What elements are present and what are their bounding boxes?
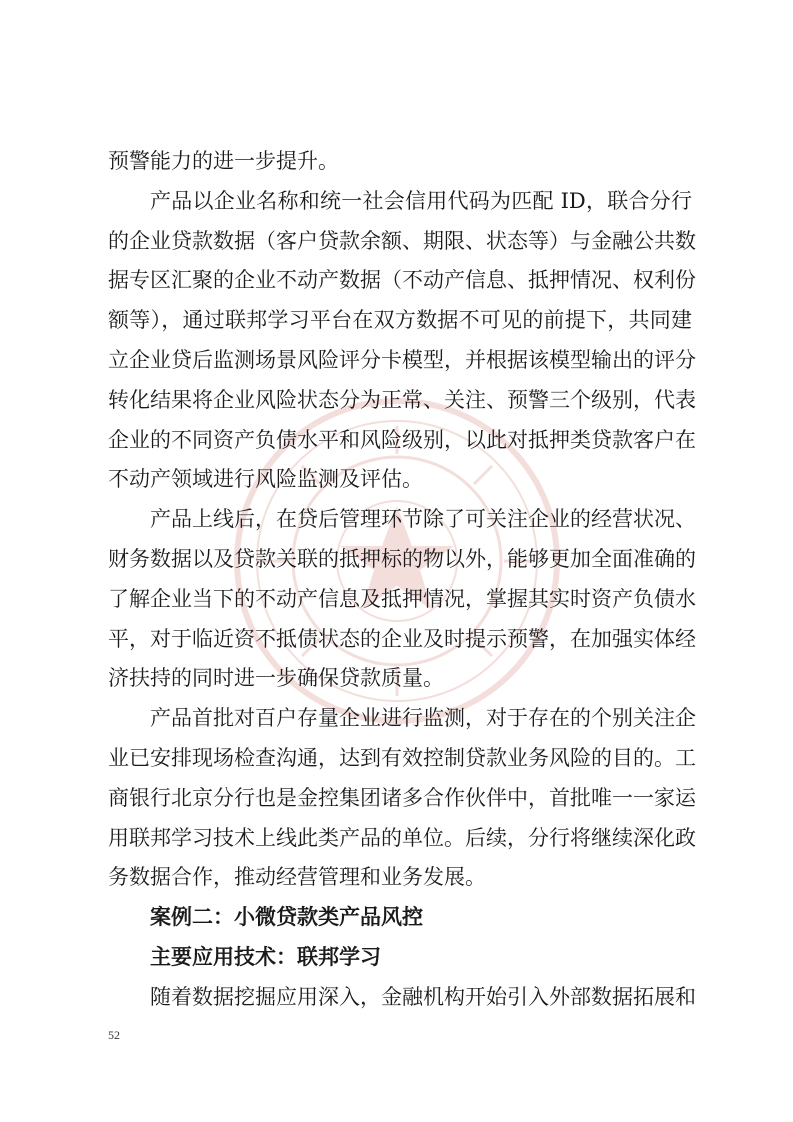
text-line: 平，对于临近资不抵债状态的企业及时提示预警，在加强实体经	[108, 626, 696, 651]
text-line: 产品首批对百户存量企业进行监测，对于存在的个别关注企	[150, 706, 696, 731]
text-line: 产品以企业名称和统一社会信用代码为匹配 ID，联合分行	[150, 188, 692, 213]
body-text	[108, 142, 696, 1018]
text-line: 产品上线后，在贷后管理环节除了可关注企业的经营状况、	[150, 507, 696, 532]
page-number: 52	[108, 1028, 120, 1042]
paragraph-3	[108, 500, 696, 699]
paragraph-2	[108, 182, 696, 500]
text-line: 的企业贷款数据（客户贷款余额、期限、状态等）与金融公共数	[108, 228, 696, 253]
final-line: 随着数据挖掘应用深入，金融机构开始引入外部数据拓展和	[150, 984, 696, 1009]
text-line: 预警能力的进一步提升。	[108, 149, 339, 173]
text-line: 了解企业当下的不动产信息及抵押情况，掌握其实时资产负债水	[108, 586, 696, 611]
case-heading: 案例二：小微贷款类产品风控	[150, 905, 423, 930]
text-line: 财务数据以及贷款关联的抵押标的物以外，能够更加全面准确的	[108, 546, 696, 571]
text-line: 商银行北京分行也是金控集团诸多合作伙伴中，首批唯一一家运	[108, 785, 696, 810]
text-line: 转化结果将企业风险状态分为正常、关注、预警三个级别，代表	[108, 387, 696, 412]
tech-heading: 主要应用技术：联邦学习	[150, 944, 381, 969]
text-line: 务数据合作，推动经营管理和业务发展。	[108, 865, 486, 890]
text-line: 业已安排现场检查沟通，达到有效控制贷款业务风险的目的。工	[108, 745, 696, 770]
text-line: 据专区汇聚的企业不动产数据（不动产信息、抵押情况、权利份	[108, 268, 696, 293]
text-line: 企业的不同资产负债水平和风险级别，以此对抵押类贷款客户在	[108, 427, 696, 452]
text-line: 用联邦学习技术上线此类产品的单位。后续，分行将继续深化政	[108, 825, 696, 850]
text-line: 额等），通过联邦学习平台在双方数据不可见的前提下，共同建	[108, 308, 692, 333]
text-line: 济扶持的同时进一步确保贷款质量。	[108, 666, 444, 691]
paragraph-4	[108, 699, 696, 898]
text-line: 立企业贷后监测场景风险评分卡模型，并根据该模型输出的评分	[108, 347, 696, 372]
text-line: 不动产领域进行风险监测及评估。	[108, 467, 423, 492]
paragraph-1	[108, 142, 692, 182]
